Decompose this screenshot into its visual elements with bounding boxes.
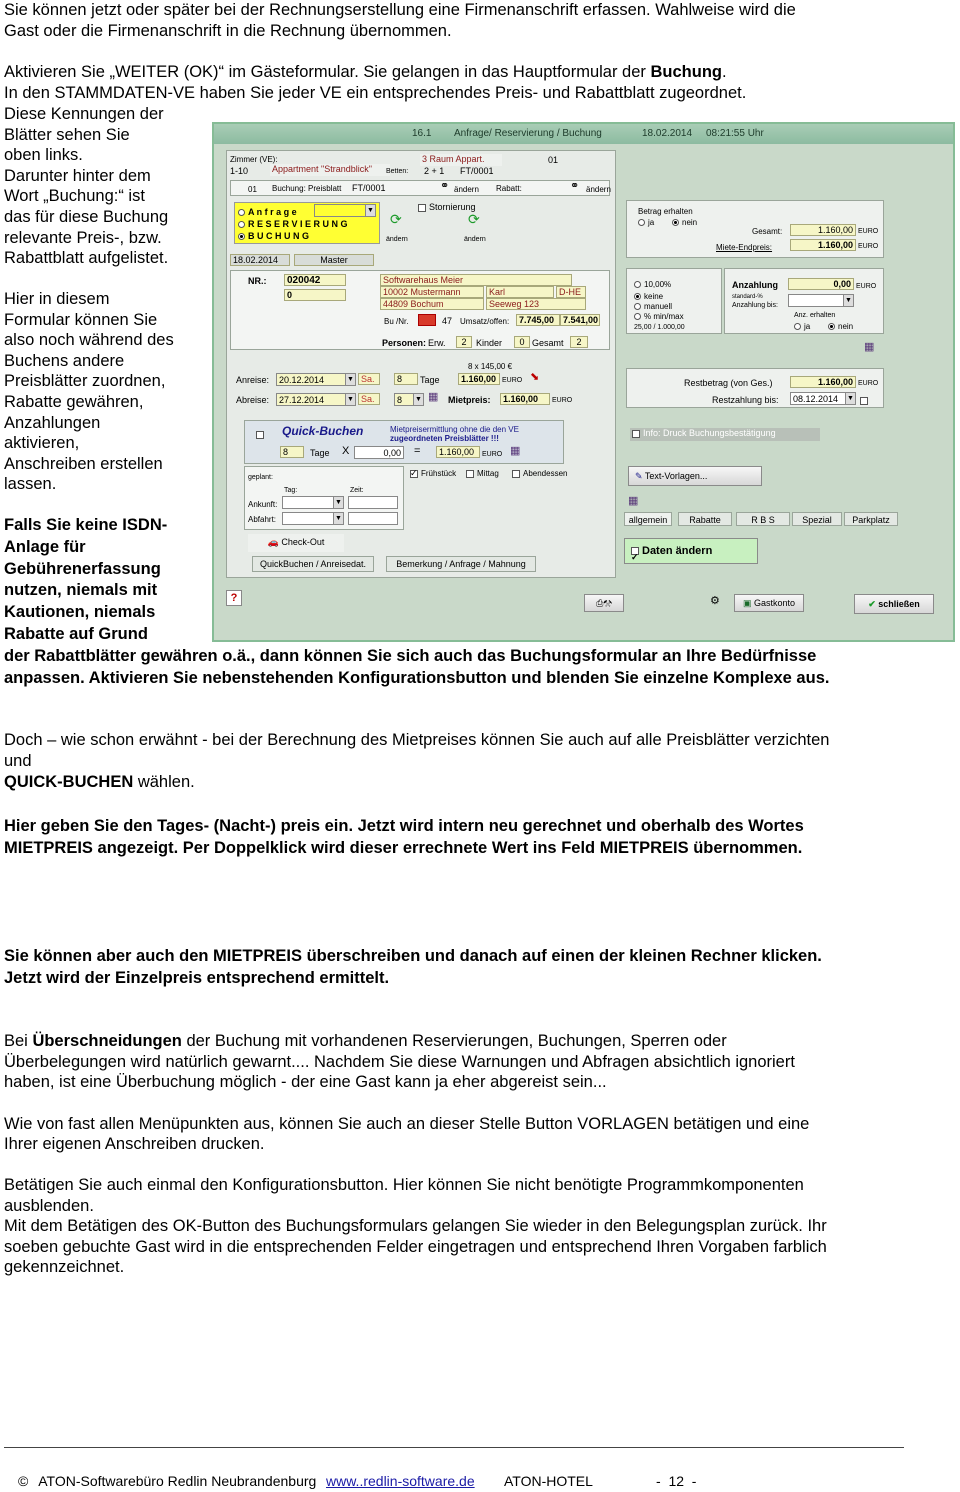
tage2-field[interactable] bbox=[394, 393, 424, 406]
para-konfig-line1: Betätigen Sie auch einmal den Konfigurationsbutton. Hier können Sie nicht benötigte Programmkomponenten bbox=[4, 1176, 804, 1194]
refresh-icon[interactable]: ⟳ bbox=[390, 211, 402, 227]
status-anfrage-label: A n f r a g e bbox=[248, 207, 297, 217]
side-column-isdn bbox=[4, 515, 209, 646]
para-aktivieren-bold: Buchung bbox=[650, 63, 722, 81]
quick-equals: = bbox=[414, 445, 421, 457]
betrag-erhalten-label: Betrag erhalten bbox=[638, 207, 693, 216]
side-line: oben links. bbox=[4, 146, 83, 165]
tab-rbs[interactable]: R B S bbox=[736, 512, 790, 526]
window-time: 08:21:55 Uhr bbox=[706, 128, 764, 139]
tag-label: Tag: bbox=[284, 487, 298, 494]
zimmer-label: Zimmer (VE): bbox=[230, 155, 278, 164]
abfahrt-tag[interactable] bbox=[282, 512, 344, 525]
window-titlebar bbox=[214, 124, 953, 144]
gastkonto-icon: ▣ bbox=[742, 598, 752, 608]
para-ueberschneidungen-line3: haben, ist eine Überbuchung möglich - der eine Gast kann ja eher abgereist sein... bbox=[4, 1073, 607, 1091]
window-title: Anfrage/ Reservierung / Buchung bbox=[454, 128, 602, 139]
ankunft-tag[interactable] bbox=[282, 496, 344, 509]
side-line: das für diese Buchung bbox=[4, 207, 169, 226]
kinder-label: Kinder bbox=[476, 338, 503, 348]
radio-reservierung[interactable] bbox=[238, 221, 245, 228]
side-line: Darunter hinter dem bbox=[4, 166, 151, 185]
rabatt-10-label: 10,00% bbox=[644, 280, 672, 289]
para-ueberschneidungen-line1 bbox=[4, 1031, 727, 1052]
rabatt-10[interactable] bbox=[634, 279, 671, 290]
side-line: Anzahlungen bbox=[4, 413, 101, 432]
chevron-down-icon: ▼ bbox=[333, 497, 343, 508]
stornierung-check[interactable] bbox=[418, 202, 476, 213]
anzahlung-bis-label: Anzahlung bis: bbox=[732, 302, 778, 309]
anreise-weekday: Sa. bbox=[358, 373, 380, 385]
quick-buchen-checkbox[interactable] bbox=[256, 431, 264, 439]
mittag-checkbox[interactable] bbox=[466, 470, 474, 478]
radio-buchung[interactable] bbox=[238, 233, 245, 240]
config-icon[interactable]: ▦ bbox=[628, 495, 639, 507]
booking-date: 18.02.2014 bbox=[230, 254, 290, 266]
anz-ja[interactable] bbox=[794, 321, 810, 332]
ft-code: FT/0001 bbox=[460, 166, 494, 176]
side-line: nutzen, niemals mit bbox=[4, 581, 158, 600]
para-konfig-line5: gekennzeichnet. bbox=[4, 1258, 125, 1276]
tage-value[interactable]: 8 bbox=[394, 373, 418, 385]
aendern-label: ändern bbox=[464, 236, 486, 243]
erw-label: Erw. bbox=[428, 338, 446, 348]
binoculars-icon[interactable]: ⚭ bbox=[440, 180, 450, 192]
status-buchung[interactable] bbox=[238, 231, 309, 242]
tools-icon: ⚒ bbox=[603, 598, 612, 608]
chevron-down-icon: ▼ bbox=[413, 394, 423, 405]
aendern-label: ändern bbox=[586, 185, 611, 194]
text-vorlagen-button[interactable] bbox=[628, 466, 762, 486]
para-vorlagen-line2: Ihrer eigenen Anschreiben drucken. bbox=[4, 1135, 265, 1153]
side-line: Hier in diesem bbox=[4, 290, 110, 308]
para-firmenanschrift-line1: Sie können jetzt oder später bei der Rechnungserstellung eine Firmenanschrift erfassen. Wahlweise wird die bbox=[4, 1, 796, 19]
footer-url-link[interactable]: www..redlin-software.de bbox=[326, 1473, 475, 1489]
guest-vorname: Karl bbox=[486, 286, 554, 298]
miete-endpreis-value: 1.160,00 bbox=[790, 239, 856, 251]
side-line: Wort „Buchung:“ ist bbox=[4, 187, 145, 206]
anz-erhalten-label: Anz. erhalten bbox=[794, 312, 836, 319]
ankunft-label: Ankunft: bbox=[248, 500, 278, 509]
nr-sub: 0 bbox=[284, 289, 346, 301]
para-ueb-pre: Bei bbox=[4, 1032, 33, 1050]
rabatt-manuell-label: manuell bbox=[644, 302, 673, 311]
side-line: Formular können Sie bbox=[4, 310, 158, 329]
restzahlung-value: 08.12.2014 bbox=[793, 394, 839, 404]
check-icon: ✔ bbox=[868, 599, 876, 609]
schliessen-button[interactable] bbox=[854, 594, 934, 614]
para-ueberschneidungen-line2: Überbelegungen wird natürlich gewarnt.... Nachdem Sie diese Warnungen und Abfragen absichtlich ignoriert bbox=[4, 1053, 795, 1071]
aendern-label: ändern bbox=[454, 185, 479, 194]
abendessen-label: Abendessen bbox=[523, 469, 568, 478]
ja-label: ja bbox=[648, 218, 655, 227]
info-druck-label: Info: Druck Buchungsbestätigung bbox=[643, 428, 776, 438]
anz-nein-label: nein bbox=[838, 322, 854, 331]
nr-label: NR.: bbox=[248, 276, 267, 286]
side-line: Buchens andere bbox=[4, 351, 125, 370]
para-aktivieren-end: . bbox=[722, 63, 727, 81]
buchung-label: Buchung: Preisblatt bbox=[272, 184, 342, 193]
para-stammdaten: In den STAMMDATEN-VE haben Sie jeder VE ein entsprechendes Preis- und Rabattblatt zugeordnet. bbox=[4, 84, 747, 102]
daten-aendern-button[interactable] bbox=[624, 538, 758, 564]
status-dropdown[interactable] bbox=[314, 204, 376, 217]
euro-label: EURO bbox=[502, 377, 523, 384]
row-number: 01 bbox=[248, 185, 257, 194]
binoculars-icon[interactable]: ⚭ bbox=[570, 180, 580, 192]
chevron-down-icon: ▼ bbox=[845, 393, 855, 404]
car-icon: 🚗 bbox=[267, 537, 279, 547]
tage2-value: 8 bbox=[397, 395, 403, 405]
radio-ja[interactable] bbox=[638, 219, 645, 226]
tage-label: Tage bbox=[420, 375, 440, 385]
bunr-label: Bu /Nr. bbox=[384, 317, 409, 326]
side-line: Kautionen, niemals bbox=[4, 603, 156, 622]
schliessen-label: schließen bbox=[878, 599, 920, 609]
para-ueb-post: der Buchung mit vorhandenen Reservierungen, Buchungen, Sperren oder bbox=[181, 1032, 727, 1050]
chevron-down-icon: ▼ bbox=[345, 374, 355, 385]
rabatt-keine-label: keine bbox=[644, 292, 664, 301]
arrow-icon[interactable]: ⬊ bbox=[530, 371, 540, 383]
info-druck-bar[interactable] bbox=[630, 428, 820, 441]
radio-anz-nein[interactable] bbox=[828, 323, 835, 330]
tab-bemerkung[interactable]: Bemerkung / Anfrage / Mahnung bbox=[386, 556, 536, 572]
quick-tage-value[interactable]: 8 bbox=[280, 446, 304, 458]
miete-endpreis-label: Miete-Endpreis: bbox=[716, 243, 773, 252]
appartment-field: Appartment "Strandblick" bbox=[270, 164, 390, 176]
para-doch-line2: und bbox=[4, 752, 32, 770]
tab-rabatte[interactable]: Rabatte bbox=[678, 512, 732, 526]
tab-parkplatz[interactable]: Parkplatz bbox=[844, 512, 898, 526]
restzahlung-field[interactable] bbox=[790, 392, 856, 405]
buchung-value: FT/0001 bbox=[352, 183, 386, 193]
chevron-down-icon: ▼ bbox=[345, 394, 355, 405]
footer-product: ATON-HOTEL bbox=[504, 1473, 593, 1489]
radio-anz-ja[interactable] bbox=[794, 323, 801, 330]
mietpreis-calc[interactable]: 1.160,00 bbox=[458, 373, 500, 385]
aendern-label: ändern bbox=[386, 236, 408, 243]
restzahlung-check[interactable] bbox=[860, 395, 871, 406]
anreise-field[interactable] bbox=[276, 373, 356, 386]
guest-land: D-HE bbox=[556, 286, 586, 298]
para-rabattblaetter-line2: anpassen. Aktivieren Sie nebenstehenden Konfigurationsbutton und blenden Sie einzelne Komplexe aus. bbox=[4, 669, 830, 687]
gesamt-value: 2 bbox=[570, 336, 588, 348]
gesamt2-value: 1.160,00 bbox=[790, 224, 856, 236]
kinder-value[interactable]: 0 bbox=[514, 336, 530, 348]
ankunft-zeit[interactable] bbox=[348, 496, 398, 509]
refresh-icon[interactable]: ⟳ bbox=[468, 211, 480, 227]
para-mietpreis-line2: Jetzt wird der Einzelpreis entsprechend ermittelt. bbox=[4, 969, 390, 987]
gesamt-label: Gesamt bbox=[532, 338, 564, 348]
abfahrt-zeit[interactable] bbox=[348, 512, 398, 525]
restzahlung-checkbox[interactable] bbox=[860, 397, 868, 405]
zimmer-range: 1-10 bbox=[230, 166, 249, 176]
side-line: lassen. bbox=[4, 475, 57, 494]
mietpreis-field[interactable]: 1.160,00 bbox=[500, 393, 550, 405]
print-config-button[interactable] bbox=[584, 594, 624, 612]
rabatt-label: Rabatt: bbox=[496, 184, 522, 193]
fruehstueck-check[interactable] bbox=[410, 468, 456, 479]
betrag-nein[interactable] bbox=[672, 217, 697, 228]
restbetrag-value: 1.160,00 bbox=[790, 376, 856, 388]
side-line: Gebührenerfassung bbox=[4, 559, 161, 578]
restbetrag-label: Restbetrag (von Ges.) bbox=[684, 378, 773, 388]
side-line: Rabattblatt aufgelistet. bbox=[4, 249, 169, 268]
guest-name: 10002 Mustermann bbox=[380, 286, 484, 298]
radio-anfrage[interactable] bbox=[238, 209, 245, 216]
erw-value[interactable]: 2 bbox=[456, 336, 472, 348]
rabatt-minmax-label: % min/max bbox=[644, 312, 684, 321]
anzahlung-value[interactable]: 0,00 bbox=[788, 278, 854, 290]
para-rabattblaetter-line1: der Rabattblätter gewähren o.ä., dann können Sie sich auch das Buchungsformular an Ihre Bedürfnisse bbox=[4, 647, 817, 665]
mietpreis-label: Mietpreis: bbox=[448, 395, 491, 405]
status-reservierung[interactable] bbox=[238, 219, 348, 230]
para-konfig-line4: soeben gebuchte Gast wird in die entsprechenden Felder eingetragen und entsprechend Ihren Vorgaben farblich bbox=[4, 1238, 827, 1256]
anz-ja-label: ja bbox=[804, 322, 811, 331]
para-doch-line1: Doch – wie schon erwähnt - bei der Berechnung des Mietpreises können Sie auch auf alle Preisblätter verzichten bbox=[4, 731, 830, 749]
side-line: Anlage für bbox=[4, 537, 86, 556]
para-vorlagen-line1: Wie von fast allen Menüpunkten aus, können Sie auch an dieser Stelle Button VORLAGEN betätigen und eine bbox=[4, 1115, 810, 1133]
quick-hint-2: zugeordneten Preisblätter !!! bbox=[390, 434, 499, 443]
abreise-field[interactable] bbox=[276, 393, 356, 406]
gastkonto-label: Gastkonto bbox=[754, 598, 796, 608]
side-line: Rabatte auf Grund bbox=[4, 624, 148, 643]
print-icon: ⎙ bbox=[596, 598, 604, 608]
copyright-symbol: © bbox=[18, 1473, 29, 1489]
side-line: Falls Sie keine ISDN- bbox=[4, 516, 168, 534]
side-line: relevante Preis-, bzw. bbox=[4, 228, 162, 247]
document-icon: ✎ bbox=[635, 471, 643, 481]
footer-divider bbox=[4, 1447, 904, 1448]
umsatz-value: 7.745,00 bbox=[516, 314, 560, 326]
rabatt-minmax-values: 25,00 / 1.000,00 bbox=[634, 324, 685, 331]
quick-multiply: X bbox=[342, 445, 350, 457]
umsatz-label: Umsatz/offen: bbox=[460, 317, 510, 326]
radio-rabatt-minmax[interactable] bbox=[634, 313, 641, 320]
para-tagespreis-line2: MIETPREIS angezeigt. Per Doppelklick wird dieser errechnete Wert ins Feld MIETPREIS übernommen. bbox=[4, 839, 803, 857]
raum-field: 3 Raum Appart. bbox=[420, 154, 502, 166]
betten-val: 2 + 1 bbox=[424, 166, 445, 176]
calculator-icon[interactable]: ▦ bbox=[510, 445, 521, 457]
chevron-down-icon: ▼ bbox=[333, 513, 343, 524]
anreise-value: 20.12.2014 bbox=[279, 375, 325, 385]
raum-nr: 01 bbox=[548, 155, 559, 165]
zeit-label: Zeit: bbox=[350, 487, 364, 494]
anzahlung-label: Anzahlung bbox=[732, 280, 778, 290]
fruehstueck-checkbox[interactable] bbox=[410, 470, 418, 478]
window-date: 18.02.2014 bbox=[642, 128, 693, 139]
abreise-label: Abreise: bbox=[236, 395, 270, 405]
para-konfig-line3: Mit dem Betätigen des OK-Button des Buchungsformulars gelangen Sie wieder in den Belegungsplan zurück. Ihr bbox=[4, 1217, 827, 1235]
side-line: Blätter sehen Sie bbox=[4, 125, 130, 144]
bunr-value: 47 bbox=[442, 316, 453, 326]
anzahlung-bis-field[interactable] bbox=[788, 294, 854, 307]
help-icon[interactable]: ? bbox=[226, 590, 242, 606]
abfahrt-label: Abfahrt: bbox=[248, 515, 277, 524]
footer-page-number: - 12 - bbox=[656, 1473, 697, 1489]
quick-result: 1.160,00 bbox=[436, 446, 480, 458]
para-tagespreis-line1: Hier geben Sie den Tages- (Nacht-) preis ein. Jetzt wird intern neu gerechnet und oberhalb des Wortes bbox=[4, 817, 804, 835]
para-aktivieren-text: Aktivieren Sie „WEITER (OK)“ im Gästeformular. Sie gelangen in das Hauptformular der bbox=[4, 63, 651, 81]
betten-label: Betten: bbox=[386, 168, 409, 175]
euro-label: EURO bbox=[858, 228, 879, 235]
chevron-down-icon: ▼ bbox=[843, 295, 853, 306]
radio-nein[interactable] bbox=[672, 219, 679, 226]
settings-icon[interactable]: ⚙ bbox=[710, 595, 720, 607]
mittag-label: Mittag bbox=[477, 469, 499, 478]
text-vorlagen-label: Text-Vorlagen... bbox=[644, 471, 708, 481]
fruehstueck-label: Frühstück bbox=[421, 469, 457, 478]
nein-label: nein bbox=[682, 218, 698, 227]
checkout-button[interactable] bbox=[248, 534, 344, 552]
booking-form-screenshot bbox=[212, 122, 955, 642]
master-label: Master bbox=[294, 254, 374, 266]
status-buchung-label: B U C H U N G bbox=[248, 231, 310, 241]
calc-hint: 8 x 145,00 € bbox=[468, 362, 513, 371]
euro-label: EURO bbox=[858, 380, 879, 387]
side-line: Diese Kennungen der bbox=[4, 105, 164, 123]
euro-label: EURO bbox=[856, 283, 877, 290]
bunr-red bbox=[418, 314, 436, 326]
abreise-weekday: Sa. bbox=[358, 393, 380, 405]
para-konfig-line2: ausblenden. bbox=[4, 1197, 94, 1215]
abendessen-checkbox[interactable] bbox=[512, 470, 520, 478]
gastkonto-button[interactable] bbox=[734, 594, 804, 612]
side-line: Preisblätter zuordnen, bbox=[4, 372, 166, 391]
radio-rabatt-10[interactable] bbox=[634, 281, 641, 288]
quick-tage-label: Tage bbox=[310, 448, 330, 458]
umsatz-offen: 7.541,00 bbox=[560, 314, 600, 326]
checkout-label: Check-Out bbox=[281, 537, 325, 547]
status-anfrage[interactable] bbox=[238, 207, 297, 218]
side-column-formular bbox=[4, 289, 209, 495]
para-aktivieren-line1 bbox=[4, 62, 727, 83]
side-line: also noch während des bbox=[4, 331, 174, 350]
betrag-ja[interactable] bbox=[638, 217, 654, 228]
nr-value: 020042 bbox=[284, 274, 346, 286]
side-column-kennungen bbox=[4, 104, 209, 269]
guest-ort: 44809 Bochum bbox=[380, 298, 484, 310]
side-line: aktivieren, bbox=[4, 434, 80, 453]
para-mietpreis-line1: Sie können aber auch den MIETPREIS überschreiben und danach auf einen der kleinen Rechner klicken. bbox=[4, 947, 822, 965]
chevron-down-icon: ▼ bbox=[365, 205, 375, 216]
window-number: 16.1 bbox=[412, 128, 432, 139]
guest-strasse: Seeweg 123 bbox=[486, 298, 586, 310]
para-firmenanschrift-line2: Gast oder die Firmenanschrift in die Rechnung übernommen. bbox=[4, 21, 452, 40]
rabatt-minmax[interactable] bbox=[634, 311, 684, 322]
personen-label: Personen: bbox=[382, 338, 427, 348]
abreise-value: 27.12.2014 bbox=[279, 395, 325, 405]
quick-hint-1: Mietpreisermittlung ohne die den VE bbox=[390, 425, 519, 434]
stornierung-checkbox[interactable] bbox=[418, 204, 426, 212]
tab-quickbuchen[interactable]: QuickBuchen / Anreisedat. bbox=[252, 556, 374, 572]
gesamt2-label: Gesamt: bbox=[752, 227, 783, 236]
footer-company: ATON-Softwarebüro Redlin Neubrandenburg bbox=[38, 1473, 317, 1489]
daten-aendern-label: Daten ändern bbox=[642, 545, 713, 557]
abendessen-check[interactable] bbox=[512, 468, 567, 479]
euro-label: EURO bbox=[552, 397, 573, 404]
radio-rabatt-keine[interactable] bbox=[634, 293, 641, 300]
info-druck-checkbox[interactable] bbox=[632, 430, 640, 438]
guest-firma: Softwarehaus Meier bbox=[380, 274, 572, 286]
quick-buchen-term: QUICK-BUCHEN bbox=[4, 773, 134, 791]
footer bbox=[18, 1471, 316, 1492]
para-ueb-bold: Überschneidungen bbox=[32, 1032, 182, 1050]
restzahlung-label: Restzahlung bis: bbox=[712, 395, 779, 405]
anz-nein[interactable] bbox=[828, 321, 853, 332]
para-doch-end: wählen. bbox=[133, 773, 195, 791]
anreise-label: Anreise: bbox=[236, 375, 270, 385]
quick-buchen-title: Quick-Buchen bbox=[282, 424, 364, 438]
stornierung-label: Stornierung bbox=[429, 202, 476, 212]
geplant-label: geplant: bbox=[248, 474, 273, 481]
calculator-icon[interactable]: ▦ bbox=[864, 341, 875, 353]
para-doch-line3 bbox=[4, 772, 195, 793]
tab-spezial[interactable]: Spezial bbox=[792, 512, 842, 526]
euro-label: EURO bbox=[482, 451, 503, 458]
quick-buchen-check[interactable] bbox=[256, 429, 267, 440]
side-line: Rabatte gewähren, bbox=[4, 392, 144, 411]
status-reservierung-label: R E S E R V I E R U N G bbox=[248, 219, 348, 229]
quick-preis-input[interactable]: 0,00 bbox=[354, 446, 404, 459]
side-line: Anschreiben erstellen bbox=[4, 454, 163, 473]
daten-aendern-checkbox bbox=[631, 547, 639, 555]
euro-label: EURO bbox=[858, 243, 879, 250]
standard-label: standard-% bbox=[732, 294, 763, 300]
tab-allgemein[interactable]: allgemein bbox=[624, 512, 672, 526]
radio-rabatt-manuell[interactable] bbox=[634, 303, 641, 310]
calculator-icon[interactable]: ▦ bbox=[428, 391, 439, 403]
mittag-check[interactable] bbox=[466, 468, 499, 479]
